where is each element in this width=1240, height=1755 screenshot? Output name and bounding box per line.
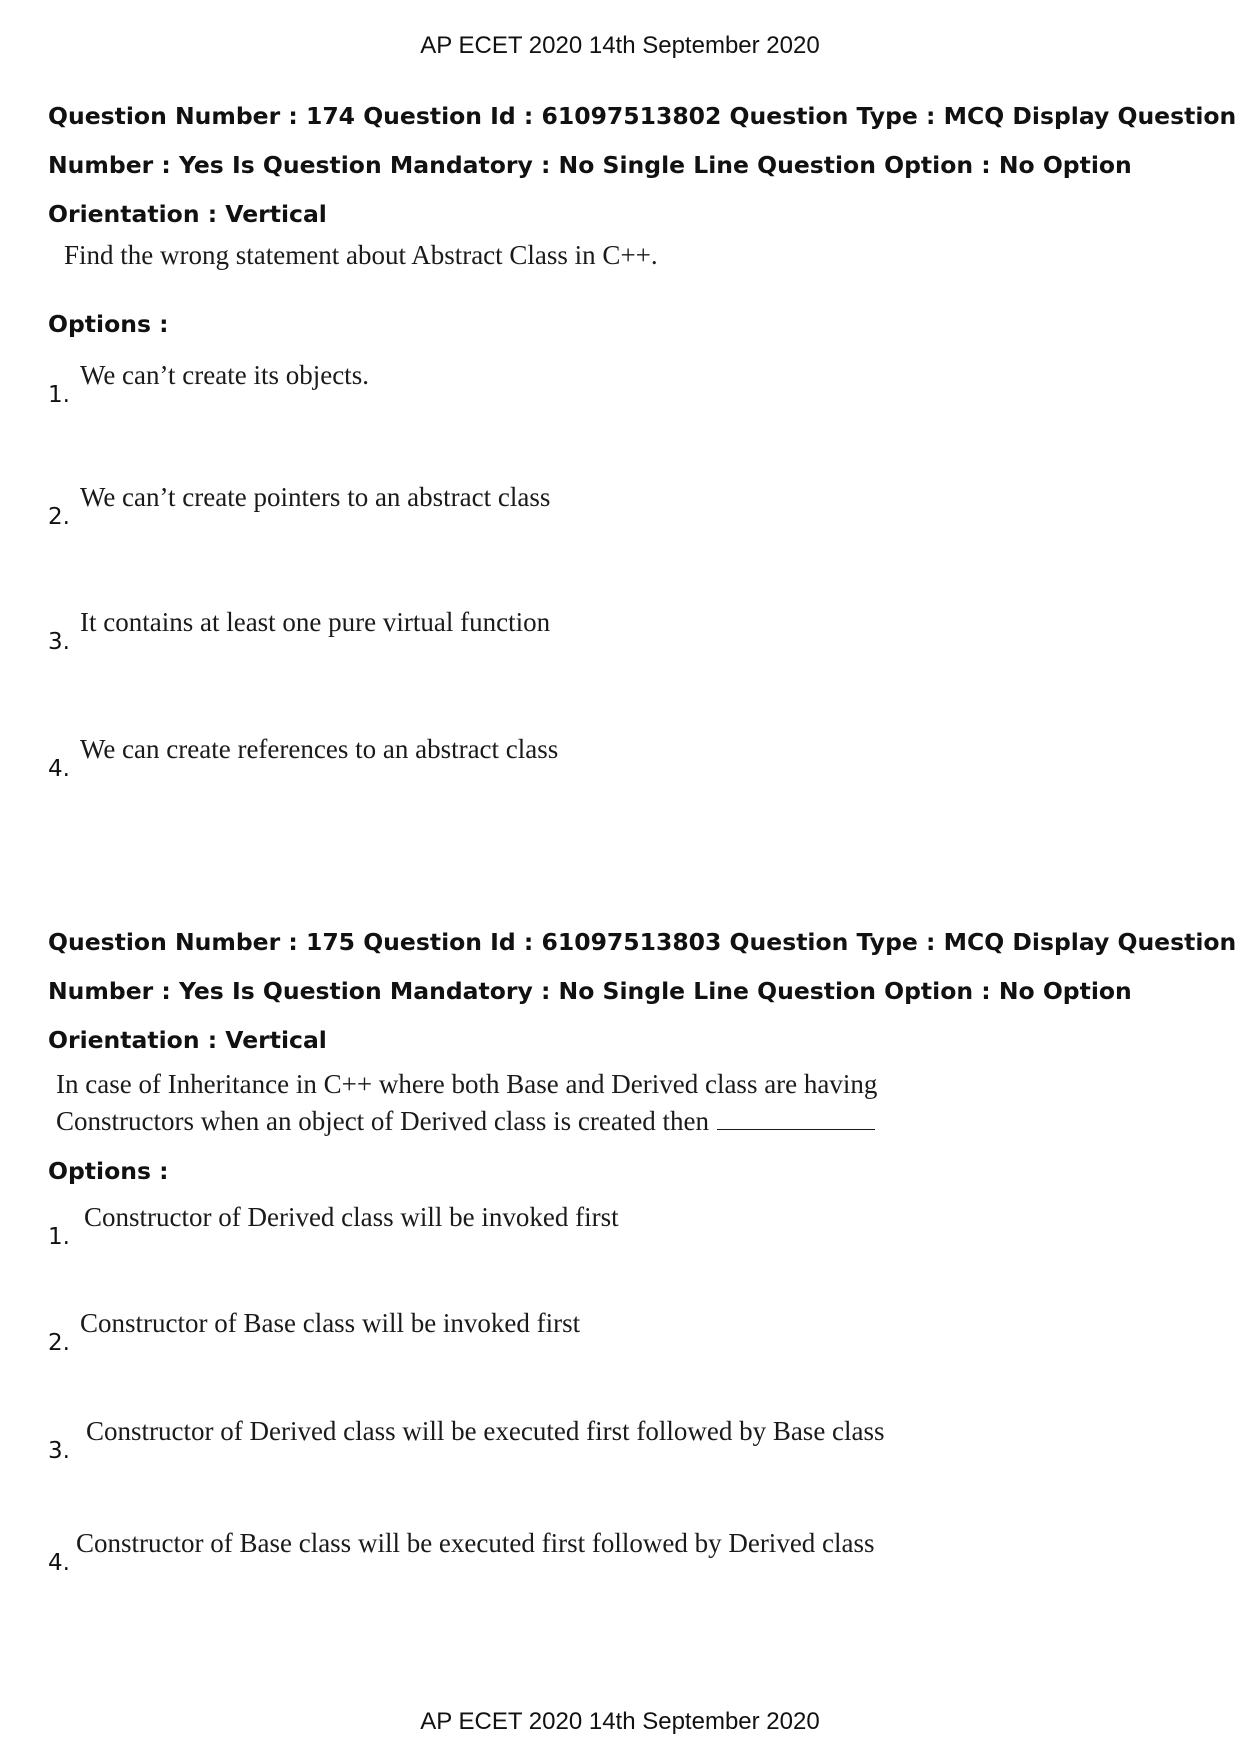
- question-block: [48, 92, 1237, 782]
- question-stem-line: Constructors when an object of Derived class is created then: [56, 1106, 710, 1136]
- option-number: 2.: [48, 1330, 70, 1356]
- option-text: We can’t create pointers to an abstract class: [80, 482, 551, 512]
- question-meta-line: Orientation : Vertical: [48, 1026, 327, 1054]
- options-label: Options :: [48, 1157, 169, 1185]
- question-stem: [64, 240, 658, 271]
- question-meta-line: Question Number : 174 Question Id : 61097513802 Question Type : MCQ Display Question: [48, 102, 1237, 130]
- option-item: [48, 1528, 1148, 1588]
- option-text: We can’t create its objects.: [80, 360, 369, 390]
- option-number: 2.: [48, 504, 70, 530]
- page-footer: AP ECET 2020 14th September 2020: [420, 1708, 820, 1735]
- option-item: [48, 734, 1148, 794]
- option-item: [48, 1416, 1148, 1476]
- question-stem-line: In case of Inheritance in C++ where both Base and Derived class are having: [56, 1069, 878, 1099]
- option-text: It contains at least one pure virtual function: [80, 607, 551, 637]
- question-stem-line: Find the wrong statement about Abstract Class in C++.: [64, 240, 658, 270]
- options-label: Options :: [48, 310, 169, 338]
- option-text: Constructor of Base class will be invoked first: [80, 1308, 581, 1338]
- option-text: Constructor of Derived class will be executed first followed by Base class: [86, 1416, 885, 1446]
- option-item: [48, 482, 1148, 542]
- question-meta-line: Question Number : 175 Question Id : 61097513803 Question Type : MCQ Display Question: [48, 928, 1237, 956]
- option-item: [48, 360, 1148, 420]
- question-meta-line: Number : Yes Is Question Mandatory : No Single Line Question Option : No Option: [48, 977, 1132, 1005]
- option-number: 4.: [48, 756, 70, 782]
- question-stem: [56, 1066, 877, 1140]
- option-number: 1.: [48, 382, 70, 408]
- option-number: 3.: [48, 1438, 70, 1464]
- question-block: [48, 918, 1237, 1576]
- question-meta-line: Orientation : Vertical: [48, 200, 327, 228]
- option-text: Constructor of Base class will be executed first followed by Derived class: [76, 1528, 875, 1558]
- option-text: Constructor of Derived class will be invoked first: [84, 1202, 619, 1232]
- option-text: We can create references to an abstract class: [80, 734, 559, 764]
- fill-in-blank: [717, 1107, 875, 1130]
- question-meta-line: Number : Yes Is Question Mandatory : No Single Line Question Option : No Option: [48, 151, 1132, 179]
- option-number: 3.: [48, 629, 70, 655]
- page-header: AP ECET 2020 14th September 2020: [420, 32, 820, 59]
- question-stem-line-with-blank: [56, 1103, 877, 1140]
- option-item: [48, 607, 1148, 667]
- option-item: [48, 1202, 1148, 1262]
- option-number: 1.: [48, 1224, 70, 1250]
- option-number: 4.: [48, 1550, 70, 1576]
- option-item: [48, 1308, 1148, 1368]
